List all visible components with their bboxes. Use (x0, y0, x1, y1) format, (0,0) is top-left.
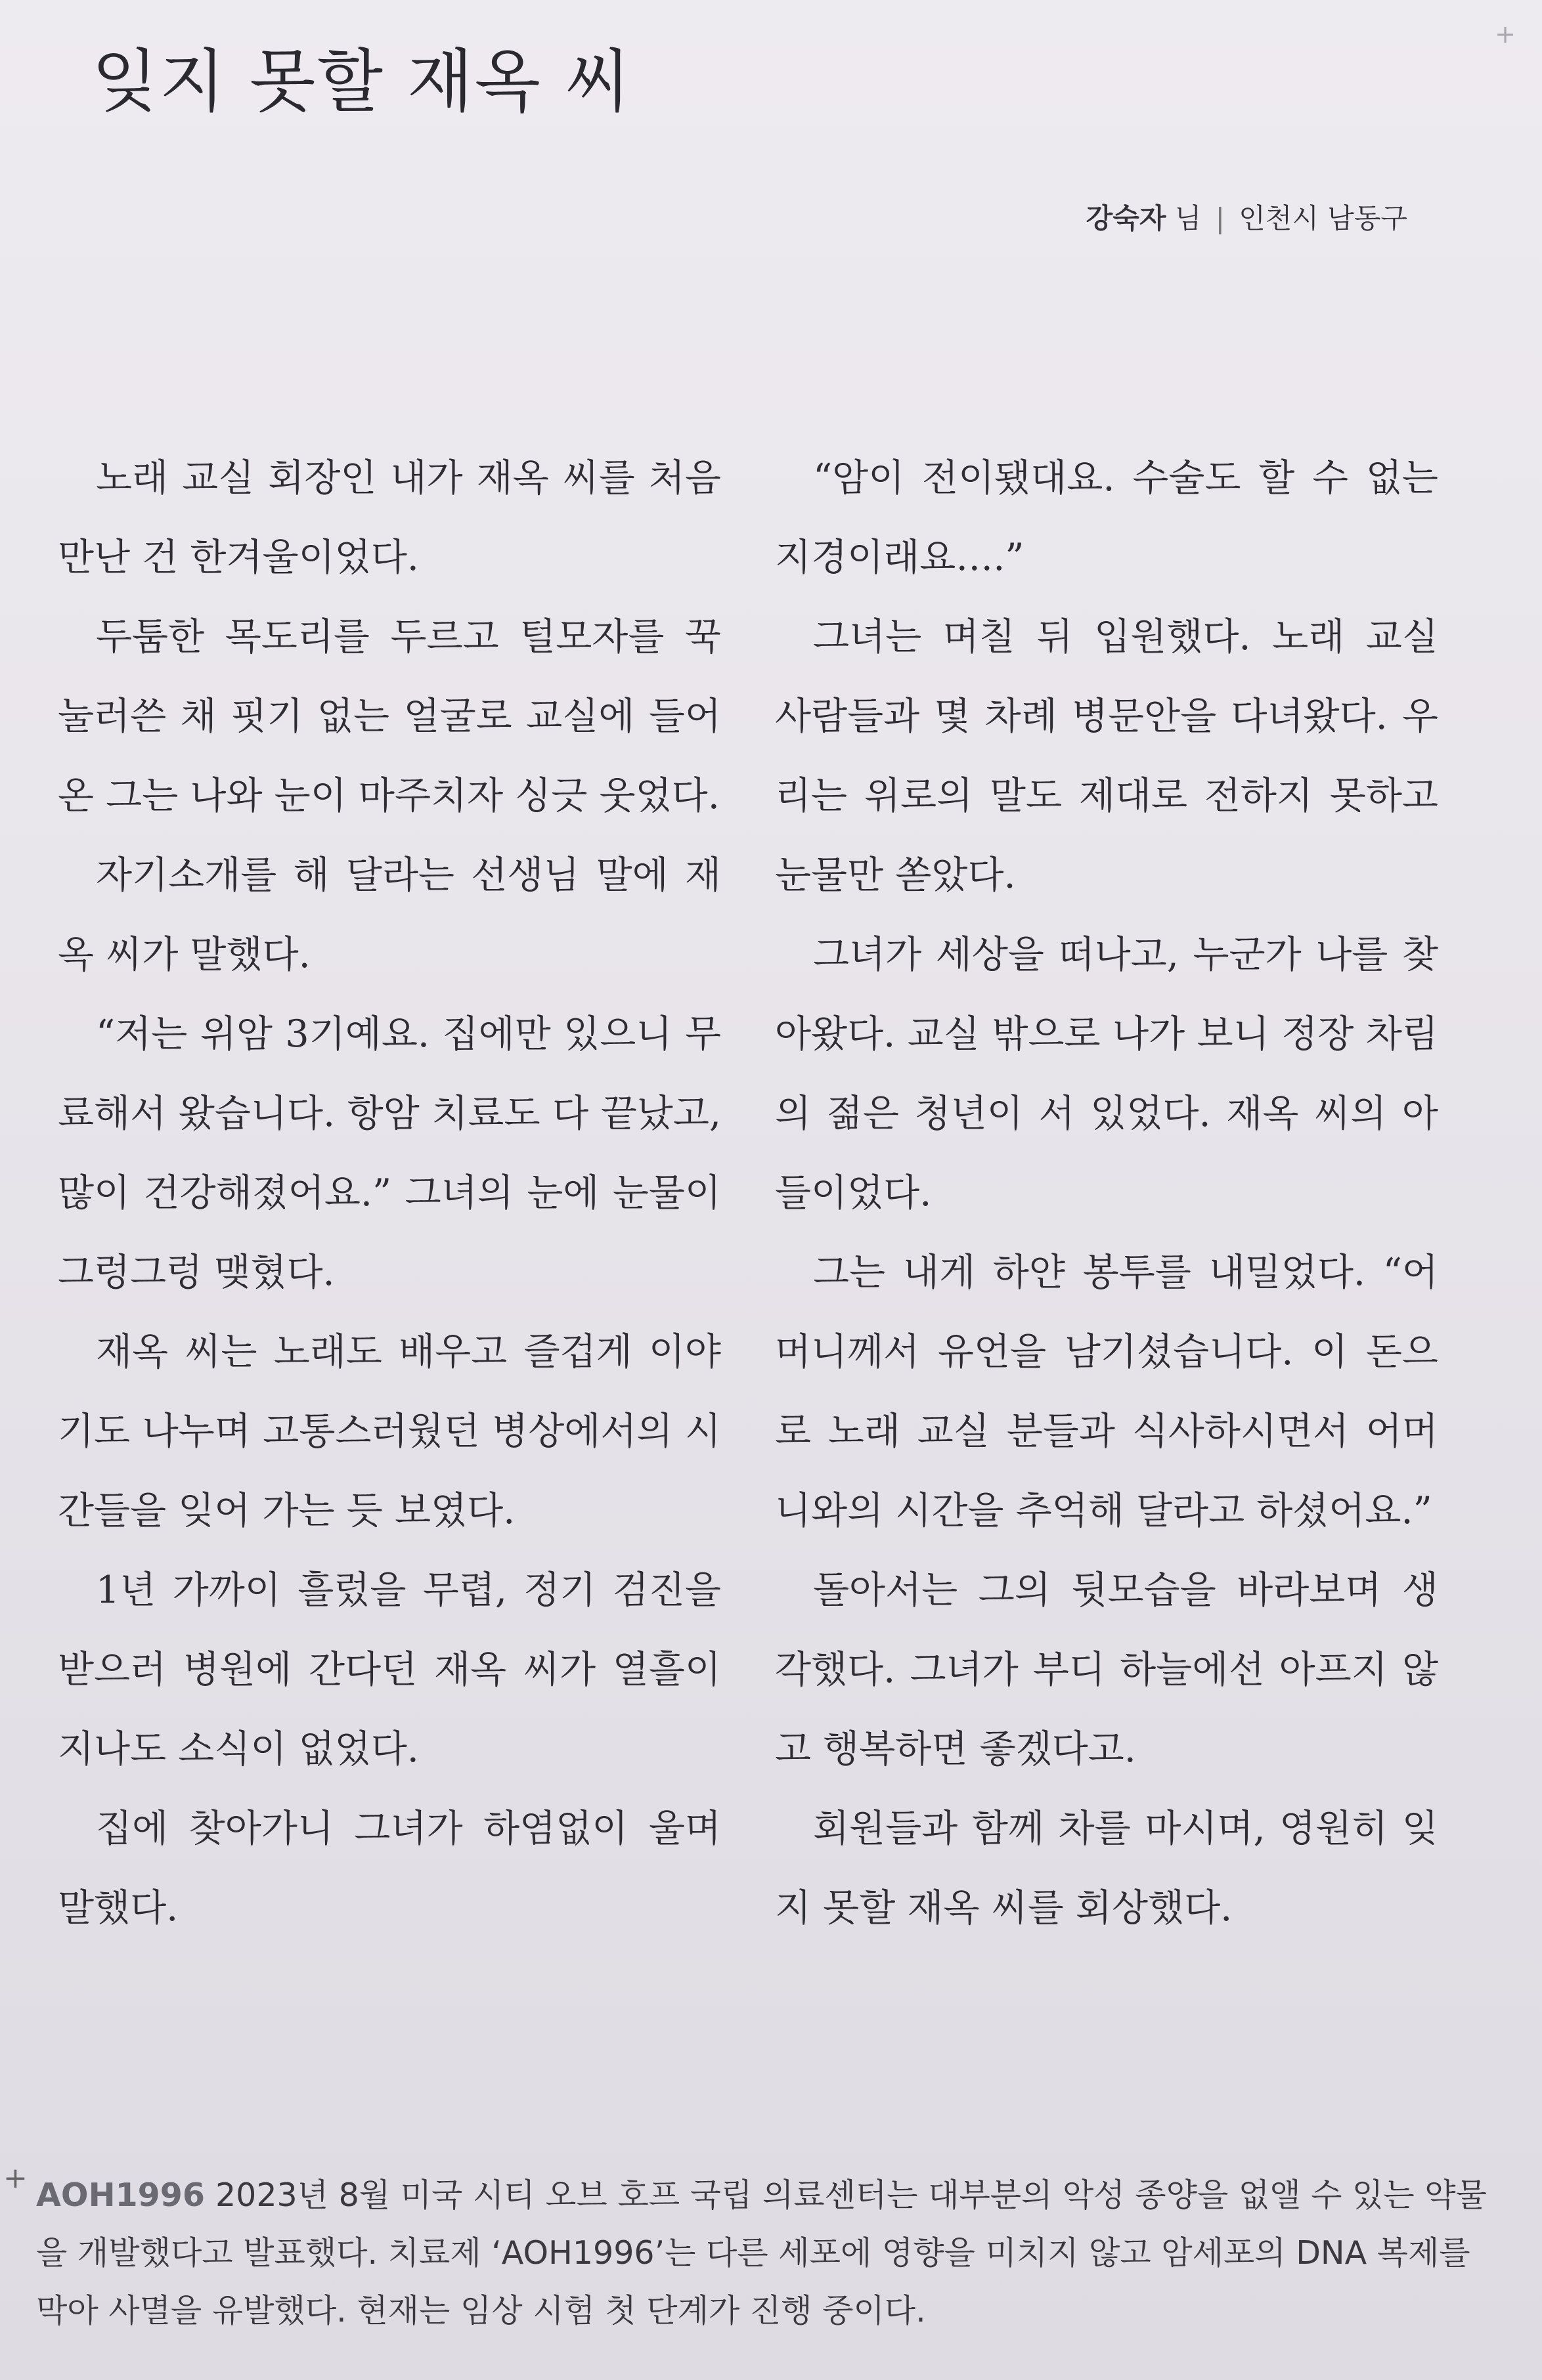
article-column-right (775, 439, 1438, 1948)
paragraph: 돌아서는 그의 뒷모습을 바라보며 생각했다. 그녀가 부디 하늘에선 아프지 않고 행복하면 좋겠다고. (775, 1569, 1438, 1771)
byline (1086, 197, 1407, 236)
paragraph: 그는 내게 하얀 봉투를 내밀었다. “어머니께서 유언을 남기셨습니다. 이 돈으로 노래 교실 분들과 식사하시면서 어머니와의 시간을 추억해 달라고 하셨어요.” (775, 1251, 1438, 1532)
paragraph: 그녀는 며칠 뒤 입원했다. 노래 교실 사람들과 몇 차례 병문안을 다녀왔다. 우리는 위로의 말도 제대로 전하지 못하고 눈물만 쏟았다. (775, 615, 1438, 897)
paragraph: 재옥 씨는 노래도 배우고 즐겁게 이야기도 나누며 고통스러웠던 병상에서의 시간들을 잊어 가는 듯 보였다. (58, 1330, 721, 1532)
footnote (3, 2161, 1487, 2340)
footnote-text: 2023년 8월 미국 시티 오브 호프 국립 의료센터는 대부분의 악성 종양을 없앨 수 있는 약물을 개발했다고 발표했다. 치료제 ‘AOH1996’는 다른 세포에 영향을 미치지 않고 암세포의 DNA 복제를 막아 사멸을 유발했다. 현재는 임상 시험 첫 단계가 진행 중이다. (36, 2176, 1487, 2329)
paragraph: 자기소개를 해 달라는 선생님 말에 재옥 씨가 말했다. (58, 854, 721, 976)
author-location: 인천시 남동구 (1239, 202, 1407, 234)
paragraph: “저는 위암 3기예요. 집에만 있으니 무료해서 왔습니다. 항암 치료도 다 끝났고, 많이 건강해졌어요.” 그녀의 눈에 눈물이 그렁그렁 맺혔다. (58, 1012, 721, 1294)
paragraph: 노래 교실 회장인 내가 재옥 씨를 처음 만난 건 한겨울이었다. (58, 456, 721, 579)
byline-separator: | (1215, 202, 1225, 234)
paragraph: 두툼한 목도리를 두르고 털모자를 꾹 눌러쓴 채 핏기 없는 얼굴로 교실에 들어온 그는 나와 눈이 마주치자 싱긋 웃었다. (58, 615, 721, 817)
article-title: 잊지 못할 재옥 씨 (92, 41, 632, 121)
footnote-term: AOH1996 (36, 2176, 205, 2214)
paragraph: 집에 찾아가니 그녀가 하염없이 울며 말했다. (58, 1807, 721, 1930)
paragraph: 1년 가까이 흘렀을 무렵, 정기 검진을 받으러 병원에 간다던 재옥 씨가 열흘이 지나도 소식이 없었다. (58, 1569, 721, 1771)
corner-mark: + (1495, 20, 1516, 49)
paragraph: 회원들과 함께 차를 마시며, 영원히 잊지 못할 재옥 씨를 회상했다. (775, 1807, 1438, 1930)
article-column-left (58, 439, 721, 1948)
paragraph: “암이 전이됐대요. 수술도 할 수 없는 지경이래요….” (775, 456, 1438, 579)
footnote-marker: + (3, 2161, 28, 2195)
paragraph: 그녀가 세상을 떠나고, 누군가 나를 찾아왔다. 교실 밖으로 나가 보니 정장 차림의 젊은 청년이 서 있었다. 재옥 씨의 아들이었다. (775, 933, 1438, 1215)
author-honorific: 님 (1174, 202, 1202, 234)
author-name: 강숙자 (1086, 202, 1166, 234)
